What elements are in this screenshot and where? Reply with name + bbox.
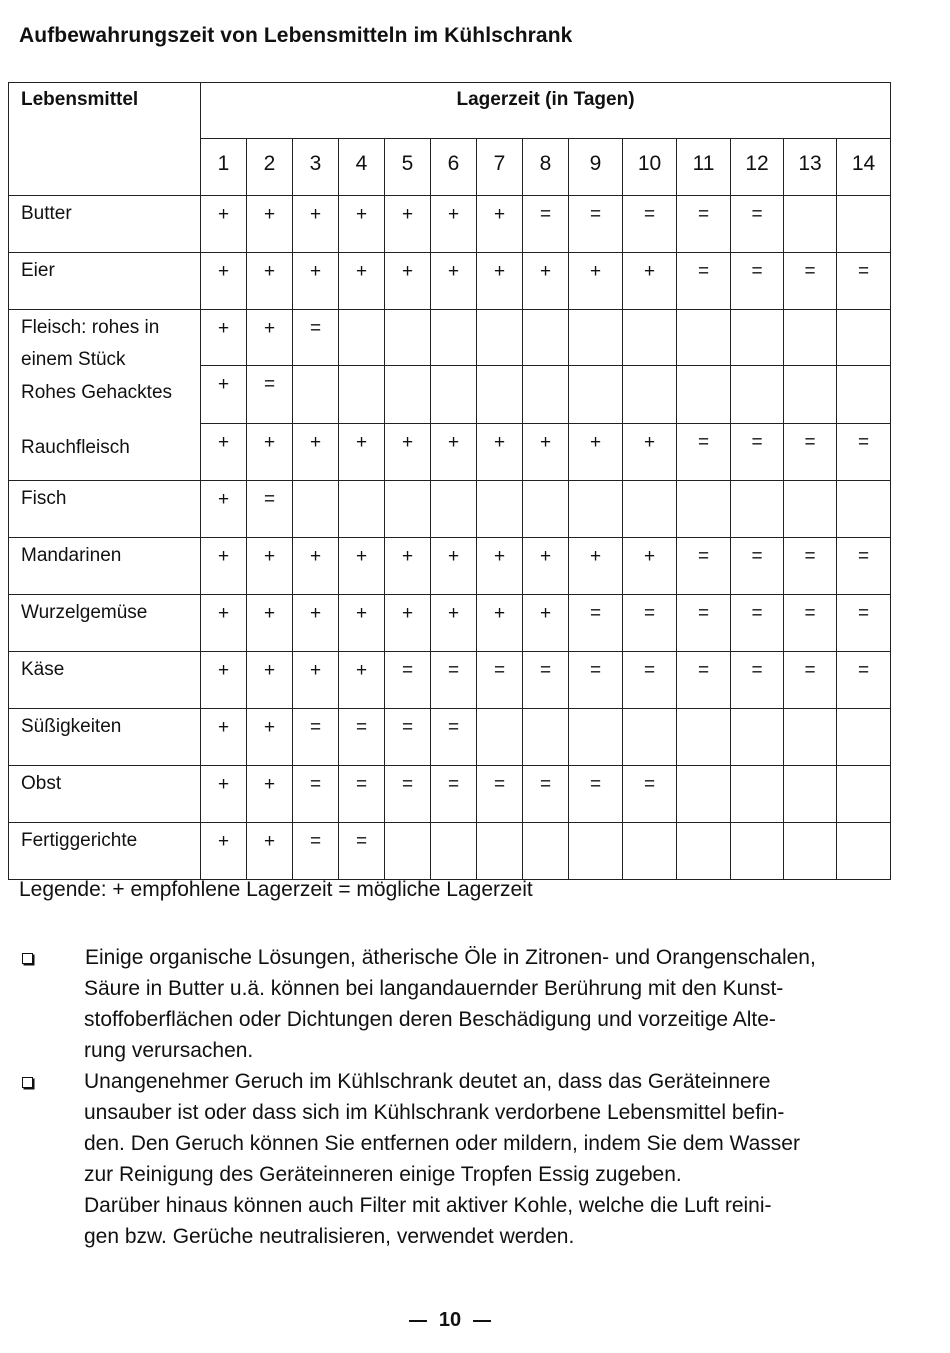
storage-cell: + [247,538,293,595]
storage-cell: = [623,196,677,253]
food-label: Eier [9,253,201,310]
storage-cell: = [837,652,891,709]
storage-cell: + [247,595,293,652]
storage-cell: = [293,310,339,366]
storage-cell [569,823,623,880]
storage-cell [677,366,731,423]
storage-cell: + [477,253,523,310]
storage-cell: + [201,538,247,595]
storage-cell: + [339,538,385,595]
day-header-cell: 8 [523,139,569,196]
storage-cell: = [339,823,385,880]
table-row [9,652,891,709]
storage-cell: + [201,595,247,652]
day-header-cell: 13 [784,139,837,196]
day-header-cell: 6 [431,139,477,196]
day-header-cell: 14 [837,139,891,196]
storage-cell [837,823,891,880]
storage-cell: + [385,196,431,253]
storage-cell [523,366,569,423]
note-line: rung verursachen. [84,1039,254,1062]
storage-cell [837,196,891,253]
storage-cell: + [201,423,247,480]
em-dash-icon [409,1320,427,1322]
storage-cell [477,481,523,538]
storage-cell: + [623,423,677,480]
storage-cell: = [431,766,477,823]
day-header-cell: 12 [731,139,784,196]
storage-cell: = [293,823,339,880]
storage-cell: = [784,538,837,595]
storage-cell: = [731,538,784,595]
legend: Legende: + empfohlene Lagerzeit = mögliche Lagerzeit [19,878,533,901]
storage-cell: = [293,766,339,823]
food-label: Wurzelgemüse [9,595,201,652]
storage-cell: = [677,196,731,253]
storage-cell: + [339,423,385,480]
storage-cell: + [293,538,339,595]
storage-cell: + [201,366,247,423]
storage-cell [339,481,385,538]
storage-cell: + [385,253,431,310]
storage-cell: + [201,196,247,253]
storage-cell: = [431,652,477,709]
storage-cell [623,709,677,766]
storage-cell [339,310,385,366]
food-column-header: Lebensmittel [9,83,201,196]
storage-cell: + [523,253,569,310]
storage-cell: = [623,595,677,652]
storage-cell [293,366,339,423]
note-line: Einige organische Lösungen, ätherische Öle in Zitronen- und Orangenschalen, [85,946,816,969]
notes-list [19,942,899,1252]
storage-cell: = [385,652,431,709]
storage-cell [569,709,623,766]
storage-cell: + [385,538,431,595]
storage-cell: = [477,652,523,709]
note-line: zur Reinigung des Geräteinneren einige Tropfen Essig zugeben. [84,1163,682,1186]
storage-cell: + [569,253,623,310]
storage-cell [784,709,837,766]
day-header-cell: 11 [677,139,731,196]
storage-cell: = [784,253,837,310]
storage-cell [385,366,431,423]
table-row [9,766,891,823]
food-label: einem Stück [21,349,126,370]
storage-cell [431,823,477,880]
storage-cell: + [293,652,339,709]
storage-cell [677,823,731,880]
storage-cell [731,481,784,538]
storage-cell: = [523,196,569,253]
table-row [9,481,891,538]
note-item [19,1066,899,1252]
storage-cell [837,766,891,823]
storage-cell: + [339,253,385,310]
storage-cell [385,481,431,538]
storage-cell [677,481,731,538]
storage-cell [569,481,623,538]
storage-cell [677,766,731,823]
storage-cell: = [731,595,784,652]
storage-cell [431,366,477,423]
storage-cell: = [677,253,731,310]
storage-cell: + [431,595,477,652]
storage-cell: + [431,253,477,310]
storage-cell [837,310,891,366]
storage-cell: + [339,595,385,652]
storage-cell: + [247,652,293,709]
storage-cell: + [385,595,431,652]
storage-cell [431,481,477,538]
storage-cell: = [677,595,731,652]
storage-cell: + [523,423,569,480]
food-label: Fleisch: rohes in [21,317,160,338]
table-row [9,595,891,652]
em-dash-icon [473,1320,491,1322]
storage-cell: = [339,766,385,823]
storage-cell: = [731,253,784,310]
storage-cell: = [623,766,677,823]
day-header-cell: 4 [339,139,385,196]
storage-cell [731,823,784,880]
storage-cell [623,481,677,538]
table-row [9,196,891,253]
storage-cell: = [569,652,623,709]
day-header-cell: 7 [477,139,523,196]
storage-cell [731,709,784,766]
food-label: Rohes Gehacktes [21,382,173,403]
storage-cell: + [293,423,339,480]
storage-cell [623,310,677,366]
storage-cell: + [247,253,293,310]
storage-cell: + [293,196,339,253]
food-label: Fertiggerichte [9,823,201,880]
storage-cell [837,366,891,423]
storage-cell [431,310,477,366]
note-line: stoffoberflächen oder Dichtungen deren Beschädigung und vorzeitige Alte- [84,1008,776,1031]
storage-cell: + [247,766,293,823]
storage-cell: + [569,423,623,480]
storage-cell: + [623,538,677,595]
storage-cell [784,823,837,880]
food-label: Süßigkeiten [9,709,201,766]
storage-cell [784,366,837,423]
storage-cell: + [569,538,623,595]
storage-cell [477,823,523,880]
storage-cell [731,366,784,423]
storage-cell [523,310,569,366]
note-line: Darüber hinaus können auch Filter mit aktiver Kohle, welche die Luft reini- [84,1194,772,1217]
storage-cell: + [247,423,293,480]
storage-cell: + [293,595,339,652]
page-number-value: 10 [438,1309,462,1331]
storage-cell: + [523,595,569,652]
storage-cell: = [523,652,569,709]
storage-cell: = [784,652,837,709]
storage-cell: = [677,652,731,709]
note-item [19,942,899,1066]
storage-cell [477,310,523,366]
table-row [9,823,891,880]
storage-cell: + [431,196,477,253]
storage-table [8,82,891,880]
storage-cell [523,823,569,880]
storage-cell [477,366,523,423]
storage-cell: + [293,253,339,310]
food-label: Fisch [9,481,201,538]
storage-cell: = [731,423,784,480]
table-row [9,709,891,766]
food-label: Mandarinen [9,538,201,595]
storage-cell [677,709,731,766]
food-label: Käse [9,652,201,709]
storage-cell [569,310,623,366]
storage-cell: + [201,652,247,709]
storage-cell [731,310,784,366]
storage-cell: + [477,595,523,652]
storage-cell: = [569,595,623,652]
storage-cell: = [837,538,891,595]
table-row [9,538,891,595]
storage-cell [385,823,431,880]
food-label: Obst [9,766,201,823]
storage-cell: = [837,253,891,310]
day-header-cell: 3 [293,139,339,196]
storage-cell: + [247,709,293,766]
storage-cell: = [569,196,623,253]
table-row [9,310,891,366]
storage-cell [623,366,677,423]
note-line: unsauber ist oder dass sich im Kühlschrank verdorbene Lebensmittel befin- [84,1101,785,1124]
storage-cell [569,366,623,423]
storage-cell: = [731,196,784,253]
storage-cell: = [569,766,623,823]
storage-cell [731,766,784,823]
storage-cell: + [201,823,247,880]
storage-cell: = [837,595,891,652]
storage-cell: = [385,709,431,766]
note-line: Säure in Butter u.ä. können bei langandauernder Berührung mit den Kunst- [84,977,784,1000]
storage-cell [523,709,569,766]
storage-cell: = [677,423,731,480]
storage-cell: + [247,823,293,880]
meat-group-label [9,310,201,481]
checkbox-bullet-icon [22,1077,33,1088]
storage-cell: + [201,253,247,310]
storage-cell: = [523,766,569,823]
storage-cell: = [339,709,385,766]
storage-cell: = [431,709,477,766]
storage-cell: = [247,481,293,538]
note-line: Unangenehmer Geruch im Kühlschrank deutet an, dass das Geräteinnere [84,1070,771,1093]
storage-cell [677,310,731,366]
storage-cell: = [784,595,837,652]
storage-cell [784,310,837,366]
food-label: Rauchfleisch [21,437,130,458]
storage-cell: + [477,196,523,253]
storage-cell [784,196,837,253]
storage-cell: + [523,538,569,595]
checkbox-bullet-icon [22,953,33,964]
day-header-cell: 5 [385,139,431,196]
note-line: gen bzw. Gerüche neutralisieren, verwendet werden. [84,1225,575,1248]
storage-cell: = [293,709,339,766]
storage-cell: = [247,366,293,423]
storage-cell: + [339,652,385,709]
storage-cell: = [623,652,677,709]
storage-cell [477,709,523,766]
storage-cell: + [201,766,247,823]
storage-cell: + [247,310,293,366]
storage-cell: = [677,538,731,595]
storage-cell: = [477,766,523,823]
storage-cell: + [247,196,293,253]
storage-cell: + [477,538,523,595]
storage-cell [385,310,431,366]
storage-cell: + [431,538,477,595]
storage-cell: = [731,652,784,709]
storage-cell [339,366,385,423]
storage-cell [784,481,837,538]
storage-cell: = [385,766,431,823]
food-label: Butter [9,196,201,253]
storage-cell [784,766,837,823]
storage-time-header: Lagerzeit (in Tagen) [201,83,891,139]
storage-cell [837,481,891,538]
storage-cell: + [339,196,385,253]
storage-cell: = [837,423,891,480]
storage-cell: + [431,423,477,480]
storage-cell: + [477,423,523,480]
storage-cell: = [784,423,837,480]
storage-cell [523,481,569,538]
note-line: den. Den Geruch können Sie entfernen oder mildern, indem Sie dem Wasser [84,1132,800,1155]
storage-cell: + [201,709,247,766]
storage-cell: + [201,481,247,538]
storage-cell: + [201,310,247,366]
day-header-cell: 2 [247,139,293,196]
storage-cell [293,481,339,538]
page-number [0,1309,900,1332]
storage-cell: + [385,423,431,480]
day-header-cell: 10 [623,139,677,196]
storage-cell [623,823,677,880]
storage-cell [837,709,891,766]
page-title: Aufbewahrungszeit von Lebensmitteln im Kühlschrank [19,24,573,47]
table-row [9,253,891,310]
storage-cell: + [623,253,677,310]
day-header-cell: 1 [201,139,247,196]
day-header-cell: 9 [569,139,623,196]
